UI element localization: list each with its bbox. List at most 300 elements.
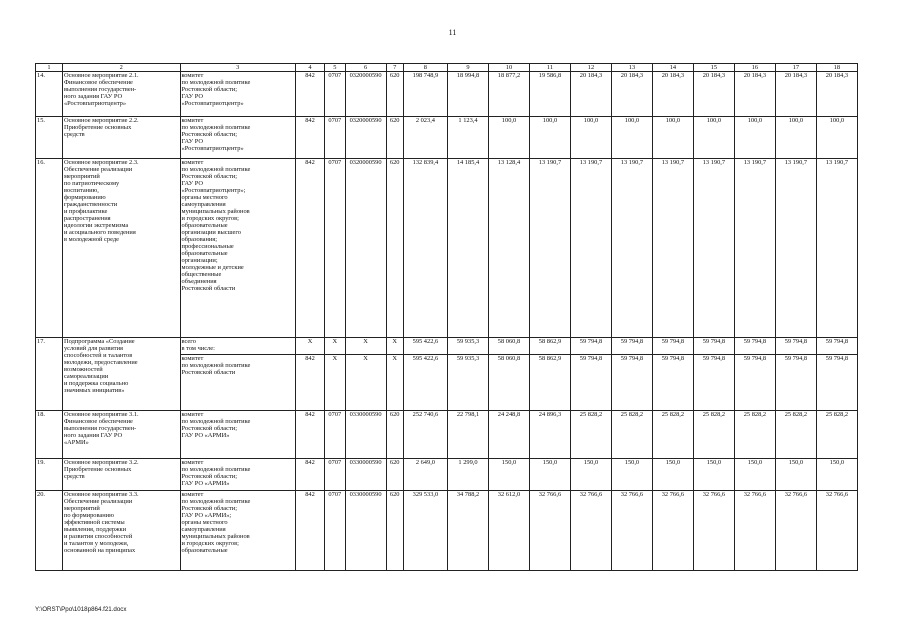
table-row bbox=[36, 117, 858, 159]
amount-cell bbox=[816, 338, 857, 355]
column-number-cell bbox=[325, 64, 345, 72]
measure-name-cell-text: Подпрограмма «Создание условий для развития способностей и талантов молодежи, предоставление возможностей самореализации и поддержка социально значимых инициатив» bbox=[63, 338, 138, 394]
amount-cell bbox=[775, 159, 816, 338]
amount-cell bbox=[529, 338, 570, 355]
row-number-cell bbox=[36, 117, 63, 159]
code-cell-text: 0707 bbox=[328, 491, 342, 498]
column-number-cell-text: 18 bbox=[833, 64, 841, 71]
code-cell bbox=[386, 117, 403, 159]
column-number-cell bbox=[529, 64, 570, 72]
amount-cell-text: 32 766,6 bbox=[825, 491, 849, 498]
amount-cell bbox=[734, 355, 775, 411]
code-cell bbox=[345, 72, 386, 117]
amount-cell bbox=[816, 117, 857, 159]
amount-cell-text: 20 184,3 bbox=[579, 72, 603, 79]
page-number: 11 bbox=[448, 28, 457, 37]
executor-cell-text: комитет по молодежной политике Ростовской области; ГАУ РО «Ростовпатриотцентр» bbox=[181, 72, 251, 107]
amount-cell bbox=[448, 72, 489, 117]
amount-cell bbox=[403, 459, 447, 491]
measure-name-cell-text: Основное мероприятие 3.3. Обеспечение реализации мероприятий по формированию эффективной системы выявления, поддержки и развития способностей и талантов у молодежи, основанной на принципах bbox=[63, 491, 139, 554]
code-cell bbox=[325, 159, 345, 338]
executor-cell bbox=[180, 459, 295, 491]
executor-cell bbox=[180, 117, 295, 159]
measure-name-cell-text: Основное мероприятие 2.3. Обеспечение реализации мероприятий по патриотическому воспитанию, формированию гражданственности и профилактике распространения идеологии экстремизма и асоциального поведения в молодежной среде bbox=[63, 159, 139, 243]
amount-cell bbox=[489, 338, 530, 355]
column-number-cell bbox=[734, 64, 775, 72]
code-cell bbox=[345, 338, 386, 355]
amount-cell-text: 25 828,2 bbox=[579, 411, 603, 418]
amount-cell-text: 13 190,7 bbox=[661, 159, 685, 166]
code-cell bbox=[295, 355, 324, 411]
amount-cell bbox=[693, 72, 734, 117]
amount-cell-text: 59 935,3 bbox=[456, 338, 480, 345]
amount-cell-text: 59 794,8 bbox=[743, 338, 767, 345]
amount-cell-text: 59 794,8 bbox=[702, 355, 726, 362]
amount-cell bbox=[529, 159, 570, 338]
amount-cell bbox=[529, 72, 570, 117]
amount-cell-text: 20 184,3 bbox=[743, 72, 767, 79]
column-number-cell-text: 4 bbox=[308, 64, 312, 71]
amount-cell bbox=[403, 355, 447, 411]
column-number-cell bbox=[775, 64, 816, 72]
amount-cell bbox=[693, 459, 734, 491]
code-cell-text: 0320000590 bbox=[349, 159, 382, 166]
amount-cell-text: 59 794,8 bbox=[743, 355, 767, 362]
amount-cell-text: 150,0 bbox=[706, 459, 722, 466]
column-number-cell-text: 17 bbox=[792, 64, 800, 71]
code-cell-text: 0330000590 bbox=[349, 491, 382, 498]
amount-cell bbox=[570, 338, 611, 355]
amount-cell bbox=[775, 411, 816, 459]
amount-cell-text: 59 794,8 bbox=[825, 338, 849, 345]
amount-cell-text: 59 794,8 bbox=[784, 338, 808, 345]
amount-cell-text: 1 123,4 bbox=[458, 117, 478, 124]
amount-cell-text: 20 184,3 bbox=[620, 72, 644, 79]
column-number-cell-text: 8 bbox=[423, 64, 427, 71]
amount-cell-text: 20 184,3 bbox=[661, 72, 685, 79]
code-cell bbox=[345, 117, 386, 159]
code-cell-text: 842 bbox=[305, 72, 315, 79]
executor-cell bbox=[180, 159, 295, 338]
amount-cell bbox=[611, 411, 652, 459]
code-cell bbox=[386, 411, 403, 459]
row-number-cell bbox=[36, 338, 63, 411]
amount-cell bbox=[570, 491, 611, 571]
amount-cell bbox=[403, 411, 447, 459]
amount-cell-text: 150,0 bbox=[665, 459, 681, 466]
amount-cell bbox=[693, 117, 734, 159]
amount-cell-text: 59 794,8 bbox=[661, 338, 685, 345]
amount-cell bbox=[570, 459, 611, 491]
amount-cell-text: 1 299,0 bbox=[458, 459, 478, 466]
amount-cell bbox=[775, 491, 816, 571]
column-number-cell-text: 5 bbox=[333, 64, 337, 71]
amount-cell bbox=[448, 159, 489, 338]
amount-cell bbox=[489, 117, 530, 159]
code-cell-text: 620 bbox=[389, 159, 400, 166]
code-cell-text: 842 bbox=[305, 411, 315, 418]
amount-cell bbox=[734, 491, 775, 571]
amount-cell bbox=[652, 72, 693, 117]
amount-cell-text: 2 023,4 bbox=[415, 117, 435, 124]
amount-cell bbox=[489, 159, 530, 338]
amount-cell-text: 32 766,6 bbox=[579, 491, 603, 498]
amount-cell-text: 150,0 bbox=[583, 459, 599, 466]
amount-cell-text: 59 794,8 bbox=[579, 355, 603, 362]
amount-cell bbox=[775, 355, 816, 411]
amount-cell bbox=[816, 72, 857, 117]
amount-cell bbox=[816, 491, 857, 571]
column-number-cell-text: 7 bbox=[393, 64, 397, 71]
column-number-cell-text: 13 bbox=[628, 64, 636, 71]
amount-cell-text: 59 794,8 bbox=[825, 355, 849, 362]
code-cell bbox=[295, 72, 324, 117]
amount-cell bbox=[448, 411, 489, 459]
column-number-cell-text: 1 bbox=[47, 64, 51, 71]
column-number-cell bbox=[345, 64, 386, 72]
code-cell bbox=[345, 491, 386, 571]
amount-cell bbox=[570, 355, 611, 411]
column-number-cell-text: 6 bbox=[363, 64, 368, 71]
column-number-cell bbox=[448, 64, 489, 72]
column-number-cell bbox=[816, 64, 857, 72]
amount-cell-text: 24 248,8 bbox=[497, 411, 521, 418]
code-cell bbox=[345, 411, 386, 459]
amount-cell bbox=[693, 355, 734, 411]
amount-cell-text: 32 766,6 bbox=[661, 491, 685, 498]
table-row bbox=[36, 491, 858, 571]
amount-cell bbox=[816, 159, 857, 338]
amount-cell-text: 25 828,2 bbox=[702, 411, 726, 418]
amount-cell-text: 13 190,7 bbox=[538, 159, 562, 166]
amount-cell-text: 252 740,6 bbox=[412, 411, 439, 418]
amount-cell-text: 25 828,2 bbox=[661, 411, 685, 418]
column-number-cell-text: 14 bbox=[669, 64, 677, 71]
measure-name-cell bbox=[62, 117, 180, 159]
amount-cell bbox=[652, 411, 693, 459]
column-number-cell bbox=[386, 64, 403, 72]
code-cell bbox=[345, 355, 386, 411]
executor-cell-text: комитет по молодежной политике Ростовской области; ГАУ РО «Ростовпатриотцентр» bbox=[181, 117, 251, 152]
column-number-cell-text: 12 bbox=[587, 64, 595, 71]
amount-cell-text: 13 190,7 bbox=[620, 159, 644, 166]
amount-cell bbox=[734, 338, 775, 355]
code-cell-text: 620 bbox=[389, 72, 400, 79]
amount-cell-text: 58 060,8 bbox=[497, 355, 521, 362]
amount-cell bbox=[448, 117, 489, 159]
table-row bbox=[36, 411, 858, 459]
amount-cell-text: 13 190,7 bbox=[825, 159, 849, 166]
amount-cell-text: 32 766,6 bbox=[702, 491, 726, 498]
amount-cell bbox=[448, 459, 489, 491]
row-number-cell-text: 20. bbox=[37, 491, 45, 498]
amount-cell-text: 32 766,6 bbox=[743, 491, 767, 498]
amount-cell-text: 13 190,7 bbox=[702, 159, 726, 166]
row-number-cell-text: 18. bbox=[37, 411, 45, 418]
amount-cell bbox=[529, 411, 570, 459]
table-row bbox=[36, 159, 858, 338]
amount-cell bbox=[775, 459, 816, 491]
amount-cell-text: 59 794,8 bbox=[579, 338, 603, 345]
amount-cell bbox=[611, 491, 652, 571]
amount-cell bbox=[652, 159, 693, 338]
amount-cell bbox=[734, 72, 775, 117]
amount-cell bbox=[403, 117, 447, 159]
amount-cell-text: 18 994,8 bbox=[456, 72, 480, 79]
code-cell-text: X bbox=[332, 355, 338, 362]
code-cell-text: 0707 bbox=[328, 117, 342, 124]
amount-cell-text: 58 862,9 bbox=[538, 338, 562, 345]
amount-cell bbox=[693, 338, 734, 355]
row-number-cell bbox=[36, 411, 63, 459]
code-cell-text: 842 bbox=[305, 491, 315, 498]
table-row bbox=[36, 459, 858, 491]
column-number-cell-text: 3 bbox=[236, 64, 240, 71]
measure-name-cell-text: Основное мероприятие 3.2. Приобретение основных средств bbox=[63, 459, 139, 480]
code-cell-text: 620 bbox=[389, 491, 400, 498]
column-number-cell bbox=[403, 64, 447, 72]
amount-cell bbox=[448, 355, 489, 411]
amount-cell-text: 100,0 bbox=[706, 117, 722, 124]
amount-cell bbox=[734, 159, 775, 338]
amount-cell-text: 100,0 bbox=[788, 117, 804, 124]
amount-cell bbox=[448, 491, 489, 571]
code-cell-text: X bbox=[307, 338, 313, 345]
measure-name-cell bbox=[62, 338, 180, 411]
code-cell-text: X bbox=[363, 355, 368, 362]
amount-cell bbox=[693, 491, 734, 571]
amount-cell-text: 59 794,8 bbox=[620, 355, 644, 362]
amount-cell bbox=[529, 355, 570, 411]
code-cell bbox=[386, 338, 403, 355]
code-cell bbox=[295, 338, 324, 355]
code-cell-text: 842 bbox=[305, 117, 315, 124]
code-cell bbox=[295, 411, 324, 459]
amount-cell bbox=[775, 72, 816, 117]
code-cell-text: 0320000590 bbox=[349, 72, 382, 79]
column-number-cell-text: 9 bbox=[466, 64, 470, 71]
amount-cell bbox=[693, 411, 734, 459]
amount-cell-text: 59 794,8 bbox=[702, 338, 726, 345]
amount-cell bbox=[816, 459, 857, 491]
amount-cell-text: 25 828,2 bbox=[620, 411, 644, 418]
code-cell bbox=[325, 338, 345, 355]
executor-cell bbox=[180, 338, 295, 355]
measure-name-cell bbox=[62, 159, 180, 338]
amount-cell-text: 59 794,8 bbox=[661, 355, 685, 362]
column-number-cell-text: 10 bbox=[505, 64, 513, 71]
column-number-cell-text: 11 bbox=[546, 64, 554, 71]
row-number-cell-text: 15. bbox=[37, 117, 45, 124]
amount-cell-text: 13 128,4 bbox=[497, 159, 521, 166]
measure-name-cell-text: Основное мероприятие 2.2. Приобретение основных средств bbox=[63, 117, 139, 138]
executor-cell bbox=[180, 491, 295, 571]
amount-cell bbox=[775, 338, 816, 355]
amount-cell-text: 32 766,6 bbox=[784, 491, 808, 498]
amount-cell bbox=[611, 459, 652, 491]
amount-cell-text: 13 190,7 bbox=[579, 159, 603, 166]
budget-table bbox=[35, 63, 858, 571]
amount-cell-text: 595 422,6 bbox=[412, 338, 439, 345]
code-cell bbox=[325, 491, 345, 571]
code-cell bbox=[325, 411, 345, 459]
code-cell bbox=[386, 72, 403, 117]
amount-cell bbox=[816, 355, 857, 411]
amount-cell bbox=[489, 411, 530, 459]
amount-cell-text: 32 766,6 bbox=[620, 491, 644, 498]
amount-cell bbox=[570, 411, 611, 459]
executor-cell-text: комитет по молодежной политике Ростовской области; ГАУ РО «АРМИ» bbox=[181, 459, 251, 487]
amount-cell-text: 132 839,4 bbox=[412, 159, 439, 166]
amount-cell-text: 59 794,8 bbox=[620, 338, 644, 345]
amount-cell-text: 59 794,8 bbox=[784, 355, 808, 362]
amount-cell bbox=[734, 459, 775, 491]
code-cell-text: 0707 bbox=[328, 159, 342, 166]
amount-cell-text: 2 649,0 bbox=[415, 459, 435, 466]
column-number-cell bbox=[180, 64, 295, 72]
column-number-cell bbox=[611, 64, 652, 72]
amount-cell bbox=[448, 338, 489, 355]
amount-cell bbox=[652, 117, 693, 159]
amount-cell-text: 19 586,8 bbox=[538, 72, 562, 79]
amount-cell-text: 20 184,3 bbox=[825, 72, 849, 79]
code-cell-text: 620 bbox=[389, 459, 400, 466]
executor-cell bbox=[180, 72, 295, 117]
amount-cell-text: 32 612,0 bbox=[497, 491, 521, 498]
code-cell-text: 0707 bbox=[328, 72, 342, 79]
amount-cell bbox=[611, 338, 652, 355]
row-number-cell-text: 16. bbox=[37, 159, 45, 166]
amount-cell-text: 150,0 bbox=[747, 459, 763, 466]
code-cell bbox=[386, 491, 403, 571]
code-cell bbox=[325, 117, 345, 159]
executor-cell-text: комитет по молодежной политике Ростовской области; ГАУ РО «Ростовпатриотцентр»; органы местного самоуправления муниципальных районов и городских округов; образовательные организации высшего образования; профессиональные образовательные организации; молодежные и детские общественные объединения Ростовской области bbox=[181, 159, 251, 292]
amount-cell-text: 24 896,3 bbox=[538, 411, 562, 418]
amount-cell bbox=[403, 159, 447, 338]
amount-cell-text: 329 533,0 bbox=[412, 491, 439, 498]
code-cell-text: 620 bbox=[389, 411, 400, 418]
code-cell bbox=[295, 117, 324, 159]
measure-name-cell bbox=[62, 411, 180, 459]
code-cell bbox=[295, 491, 324, 571]
column-number-cell bbox=[489, 64, 530, 72]
amount-cell bbox=[489, 459, 530, 491]
amount-cell bbox=[489, 72, 530, 117]
amount-cell bbox=[611, 159, 652, 338]
amount-cell-text: 100,0 bbox=[747, 117, 763, 124]
code-cell bbox=[325, 355, 345, 411]
column-number-cell bbox=[36, 64, 63, 72]
amount-cell-text: 32 766,6 bbox=[538, 491, 562, 498]
amount-cell-text: 20 184,3 bbox=[784, 72, 808, 79]
code-cell-text: 0330000590 bbox=[349, 459, 382, 466]
amount-cell bbox=[570, 117, 611, 159]
measure-name-cell bbox=[62, 459, 180, 491]
amount-cell bbox=[652, 491, 693, 571]
amount-cell bbox=[403, 72, 447, 117]
amount-cell-text: 20 184,3 bbox=[702, 72, 726, 79]
amount-cell bbox=[529, 491, 570, 571]
amount-cell-text: 198 748,9 bbox=[412, 72, 439, 79]
amount-cell-text: 59 935,3 bbox=[456, 355, 480, 362]
amount-cell bbox=[570, 159, 611, 338]
amount-cell bbox=[403, 338, 447, 355]
table-row bbox=[36, 72, 858, 117]
code-cell bbox=[386, 355, 403, 411]
amount-cell-text: 13 190,7 bbox=[784, 159, 808, 166]
amount-cell bbox=[489, 491, 530, 571]
amount-cell-text: 150,0 bbox=[788, 459, 804, 466]
amount-cell bbox=[570, 72, 611, 117]
amount-cell bbox=[734, 411, 775, 459]
amount-cell bbox=[489, 355, 530, 411]
code-cell bbox=[345, 459, 386, 491]
amount-cell-text: 100,0 bbox=[829, 117, 845, 124]
executor-cell-text: комитет по молодежной политике Ростовской области bbox=[181, 355, 251, 376]
measure-name-cell bbox=[62, 491, 180, 571]
amount-cell bbox=[611, 117, 652, 159]
amount-cell bbox=[775, 117, 816, 159]
measure-name-cell-text: Основное мероприятие 2.1. Финансовое обеспечение выполнения государствен- ного задания ГАУ РО «Ростовпатриотцентр» bbox=[63, 72, 139, 107]
code-cell-text: 0707 bbox=[328, 411, 342, 418]
code-cell bbox=[386, 459, 403, 491]
amount-cell-text: 13 190,7 bbox=[743, 159, 767, 166]
column-number-cell bbox=[652, 64, 693, 72]
amount-cell-text: 25 828,2 bbox=[784, 411, 808, 418]
column-number-cell-text: 2 bbox=[119, 64, 123, 71]
amount-cell-text: 100,0 bbox=[501, 117, 517, 124]
amount-cell-text: 100,0 bbox=[624, 117, 640, 124]
amount-cell bbox=[652, 338, 693, 355]
code-cell bbox=[295, 459, 324, 491]
amount-cell-text: 150,0 bbox=[624, 459, 640, 466]
amount-cell bbox=[652, 355, 693, 411]
code-cell bbox=[345, 159, 386, 338]
column-number-cell bbox=[693, 64, 734, 72]
measure-name-cell-text: Основное мероприятие 3.1. Финансовое обеспечение выполнения государствен- ного задания ГАУ РО «АРМИ» bbox=[63, 411, 139, 446]
row-number-cell-text: 19. bbox=[37, 459, 45, 466]
amount-cell bbox=[403, 491, 447, 571]
file-path-footer: Y:\ORST\Ppo\1018p864.f21.docx bbox=[35, 606, 127, 613]
executor-cell bbox=[180, 411, 295, 459]
amount-cell-text: 34 788,2 bbox=[456, 491, 480, 498]
code-cell-text: 0330000590 bbox=[349, 411, 382, 418]
column-number-cell bbox=[62, 64, 180, 72]
code-cell-text: 620 bbox=[389, 117, 400, 124]
code-cell bbox=[325, 459, 345, 491]
executor-cell-text: комитет по молодежной политике Ростовской области; ГАУ РО «АРМИ» bbox=[181, 411, 251, 439]
amount-cell-text: 150,0 bbox=[542, 459, 558, 466]
amount-cell bbox=[734, 117, 775, 159]
amount-cell bbox=[529, 117, 570, 159]
executor-cell-text: всего в том числе: bbox=[181, 338, 215, 352]
executor-cell-text: комитет по молодежной политике Ростовской области; ГАУ РО «АРМИ»; органы местного самоуправления муниципальных районов и городских округов; образовательные bbox=[181, 491, 251, 554]
amount-cell-text: 100,0 bbox=[542, 117, 558, 124]
column-number-cell-text: 16 bbox=[751, 64, 759, 71]
amount-cell-text: 14 185,4 bbox=[456, 159, 480, 166]
code-cell-text: X bbox=[332, 338, 338, 345]
code-cell-text: X bbox=[392, 338, 397, 345]
amount-cell-text: 58 060,8 bbox=[497, 338, 521, 345]
row-number-cell bbox=[36, 491, 63, 571]
amount-cell-text: 25 828,2 bbox=[743, 411, 767, 418]
amount-cell bbox=[816, 411, 857, 459]
amount-cell-text: 150,0 bbox=[501, 459, 517, 466]
row-number-cell bbox=[36, 159, 63, 338]
code-cell-text: X bbox=[363, 338, 368, 345]
column-number-row bbox=[36, 64, 858, 72]
column-number-cell bbox=[295, 64, 324, 72]
